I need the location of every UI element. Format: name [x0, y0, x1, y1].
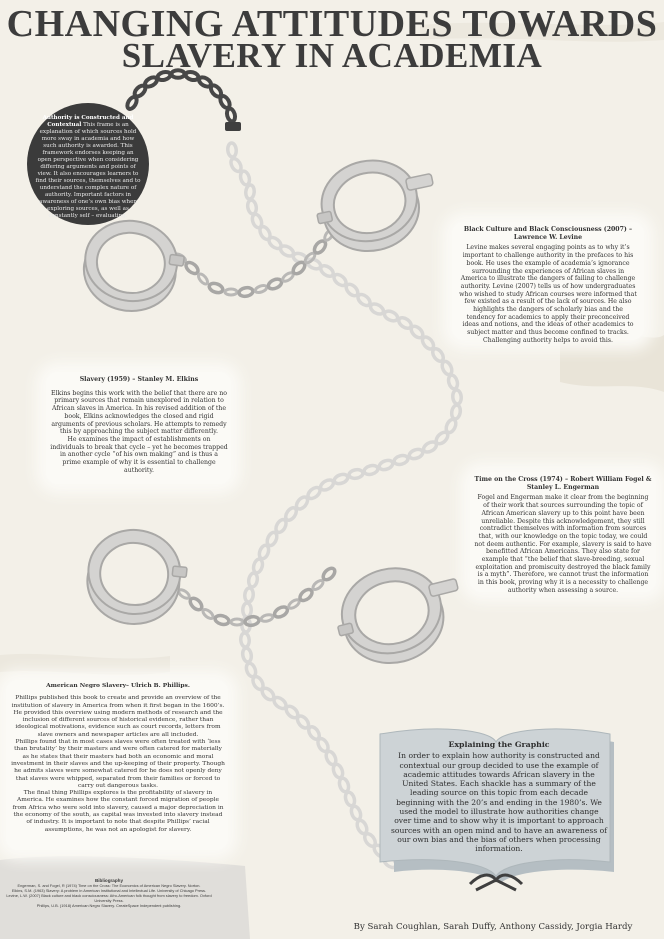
authors-credit: By Sarah Coughlan, Sarah Duffy, Anthony Cassidy, Jorgia Hardy [353, 922, 633, 932]
bibliography-entry: Elkins, S.M. (1963) Slavery: A problem in American Institutional and Intellectual Life. University of Chicago Press. [11, 888, 207, 894]
fogel-section [474, 476, 652, 595]
bibliography-entry: Levine, L.W. (2007) Black culture and black consciousness: Afro-American folk thought from slavery to freedom. Oxford University Press. [6, 893, 212, 904]
elkins-body-1: Elkins begins this work with the belief that there are no primary sources that remain unexplored in relation to African slaves in America. In his revised addition of the book, Elkins acknowledges the closed and rigid arguments of previous scholars. He attempts to remedy this by approaching the subject matter differently. [51, 389, 227, 436]
phillips-body-2: Phillips found that in most cases slaves were often treated with ‘less than brutality’ by their masters and were often catered for materially as he states that their masters had both an economic and moral investment in their slaves and the up-keeping of their property. Though he admits slaves were somewhat catered for he does not openly deny that slaves were whipped, separated from their families or forced to carry out dangerous tasks. [11, 739, 225, 789]
dark-chain [125, 70, 241, 131]
explain-heading: Explaining the Graphic [448, 740, 550, 749]
elkins-heading: Slavery (1959) – Stanley M. Elkins [79, 376, 199, 383]
shackle-lower-left [83, 525, 190, 629]
page-title-line-1: CHANGING ATTITUDES TOWARDS [6, 3, 658, 45]
phillips-body-1: Phillips published this book to create and provide an overview of the institution of slavery in America from when it first began in the 1600’s. He provided this overview using modern methods of research and the inclusion of different sources of historical evidence, rather than ideological motivations, evidence such as court records, letters from slave owners and newspaper articles are all included. [11, 695, 225, 738]
fogel-body: Fogel and Engerman make it clear from the beginning of their work that sources surrounding the topic of African American slavery up to this point have been unreliable. Despite this acknowledgement, they still contradict themselves with information from sources that, with our knowledge on the topic today, we could not deem authentic. For example, slavery is said to have benefitted African Americans. They also state for example that “the belief that slave-breeding, sexual exploitation and promiscuity destroyed the black family is a myth”. Therefore, we cannot trust the information in this book, proving why it is a necessity to challenge authority when assessing a source. [474, 494, 652, 594]
explain-section [390, 740, 608, 854]
frame-body: This frame is an explanation of which sources hold more sway in academia and how such authority is awarded. This framework endorses keeping an open perspective when considering differing arguments and points of view. It also encourages learners to find their sources, themselves and to understand the complex nature of authority. Important factors in awareness of one’s own bias when exploring sources, as well as constantly self – evaluating. [35, 122, 141, 219]
elkins-body-2: He examines the impact of establishments on individuals to break that cycle – yet he becomes trapped in another cycle “of his own making” and is thus a prime example of why it is essential to challenge authority. [50, 435, 228, 474]
shackle-upper-right [308, 148, 444, 261]
bibliography-entry: Engerman, S. and Fogel, R (1974) Time on the Cross: The Economics of American Negro Slavery. Norton. [17, 883, 201, 889]
explain-body: In order to explain how authority is constructed and contextual our group decided to use the example of academic attitudes towards African slavery in the United States. Each shackle has a summary of the leading source on this topic from each decade beginning with the 20’s and ending in the 1980’s. We used the model to illustrate how authorities change over time and to show why it is important to approach sources with an open mind and to have an awareness of our own bias and the bias of others when processing information. [390, 751, 608, 854]
levine-body: Levine makes several engaging points as to why it’s important to challenge authority in the prefaces to his book. He uses the example of academia’s ignorance surrounding the experiences of African slaves in America to illustrate the dangers of failing to challenge authority. Levine (2007) tells us of how undergraduates who wished to study African courses were informed that few existed as a result of the lack of sources. He also highlights the dangers of scholarly bias and the tendency for academics to apply their preconceived ideas and notions, and the ideas of other academics to subject matter and thus become confined to tracks. Challenging authority helps to avoid this. [459, 244, 637, 344]
phillips-section [10, 682, 226, 834]
frame-heading: Authority is Constructed and Contextual [42, 115, 134, 128]
bibliography-entry: Phillips, U.B. (1918) American Negro Slavery. CreateSpace Independent publishing. [36, 903, 182, 909]
bibliography [4, 878, 214, 909]
phillips-heading: American Negro Slavery– Ulrich B. Phillips. [46, 682, 190, 689]
shackle-lower-right [327, 553, 472, 675]
bibliography-heading: Bibliography [94, 878, 124, 883]
elkins-section [50, 376, 228, 474]
shackle-upper-left [79, 215, 189, 318]
chain-upper-pair [158, 228, 335, 297]
frame-circle-text [35, 115, 141, 220]
page-title-line-2: SLAVERY IN ACADEMIA [121, 36, 543, 75]
levine-heading: Black Culture and Black Consciousness (2007) – Lawrence W. Levine [463, 226, 633, 241]
fogel-heading: Time on the Cross (1974) – Robert William Fogel & Stanley L. Engerman [474, 476, 652, 491]
levine-section [458, 226, 638, 345]
phillips-body-3: The final thing Phillips explores is the profitability of slavery in America. He examines how the constant forced migration of people from Africa who were sold into slavery, caused a major depreciation in the economy of the south, as capital was invested into slavery instead of industry. It is important to note that despite Phillips’ racial assumptions, he was not an apologist for slavery. [12, 790, 224, 833]
